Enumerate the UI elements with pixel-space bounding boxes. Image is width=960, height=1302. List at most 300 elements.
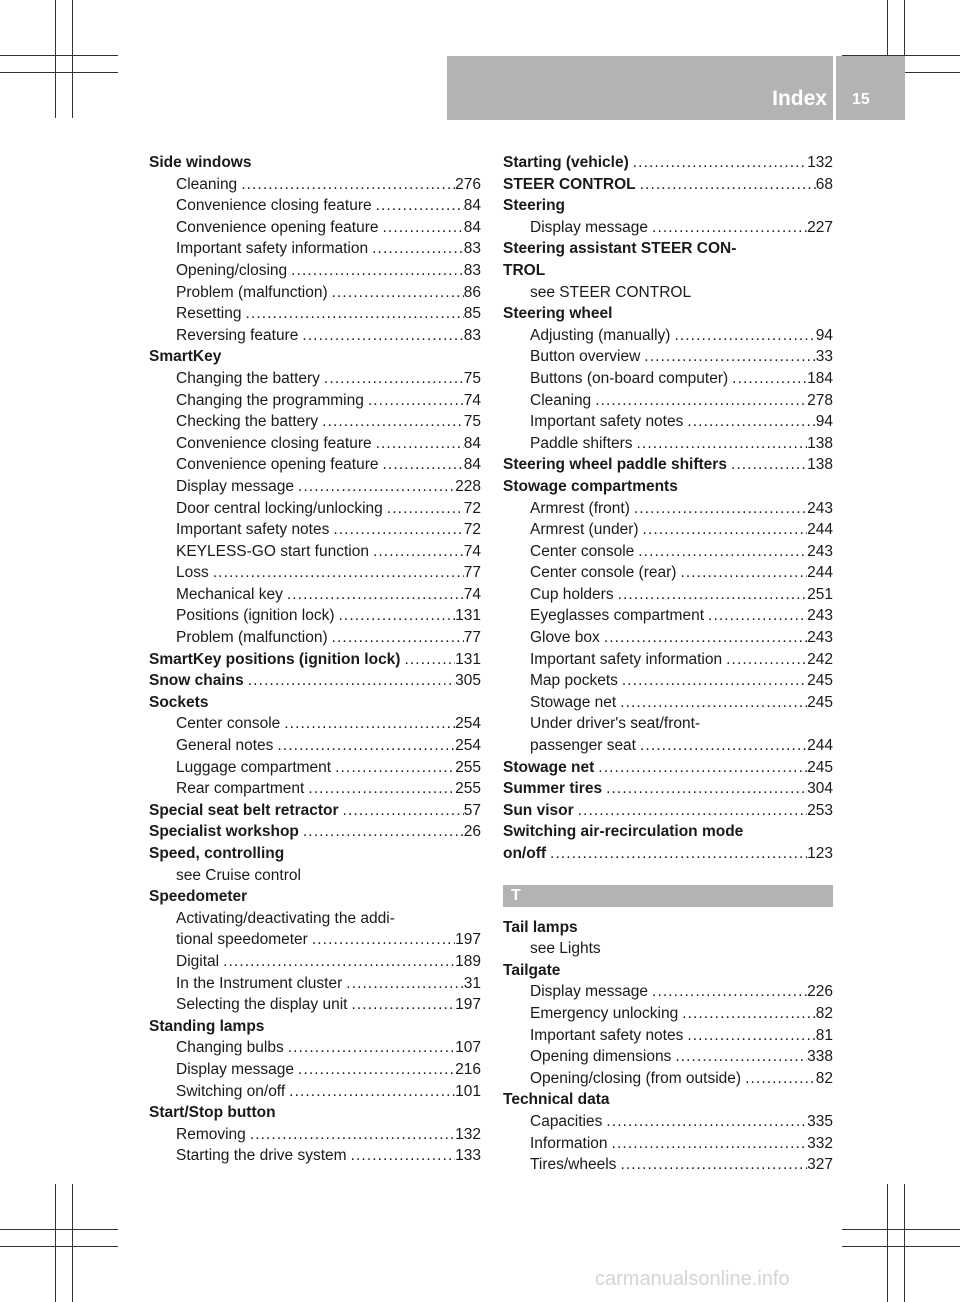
page-reference[interactable]: 72 [463, 499, 481, 517]
leader-dots [379, 217, 464, 239]
leader-dots [600, 627, 807, 649]
crop-mark [55, 1184, 56, 1302]
index-column-right [503, 152, 833, 1176]
entry-label: Steering wheel [503, 305, 613, 323]
entry-label: Sun visor [503, 801, 574, 819]
entry-label: Stowage compartments [503, 477, 678, 495]
page-reference[interactable]: 335 [807, 1112, 833, 1130]
leader-dots [728, 368, 807, 390]
entry-label: Stowage net [530, 693, 617, 711]
index-entry[interactable] [503, 800, 833, 822]
index-entry[interactable] [503, 174, 833, 196]
index-subentry[interactable] [503, 541, 833, 563]
index-subentry[interactable] [149, 627, 481, 649]
entry-label: Switching on/off [176, 1082, 286, 1100]
page-reference[interactable]: 305 [455, 672, 481, 690]
entry-label: SmartKey [149, 348, 222, 366]
index-entry[interactable] [149, 649, 481, 671]
entry-label: Changing the programming [176, 391, 364, 409]
index-entry[interactable] [149, 670, 481, 692]
leader-dots [602, 1111, 807, 1133]
page-reference[interactable]: 245 [807, 672, 833, 690]
index-subentry[interactable] [503, 325, 833, 347]
crop-mark [842, 1246, 960, 1247]
page-reference[interactable]: 189 [455, 952, 481, 970]
index-entry [503, 303, 833, 325]
index-subentry[interactable] [149, 390, 481, 412]
page-reference[interactable]: 131 [455, 607, 481, 625]
entry-label: Positions (ignition lock) [176, 607, 335, 625]
entry-label: Armrest (front) [530, 499, 630, 517]
index-subentry[interactable] [503, 1068, 833, 1090]
index-subentry[interactable] [149, 1037, 481, 1059]
page-reference[interactable]: 184 [807, 369, 833, 387]
entry-label: Convenience closing feature [176, 434, 372, 452]
leader-dots [648, 217, 807, 239]
page-reference[interactable]: 74 [463, 542, 481, 560]
entry-label: Opening/closing (from outside) [530, 1069, 742, 1087]
page-reference[interactable]: 253 [807, 801, 833, 819]
index-subentry[interactable] [149, 498, 481, 520]
entry-label: Digital [176, 952, 220, 970]
page-reference[interactable]: 244 [807, 737, 833, 755]
entry-label: Armrest (under) [530, 521, 639, 539]
leader-dots [368, 238, 464, 260]
index-subentry[interactable] [149, 1081, 481, 1103]
page-header-bar [447, 56, 905, 120]
page-reference[interactable]: 255 [455, 780, 481, 798]
index-column-left [149, 152, 481, 1167]
page-reference[interactable]: 197 [455, 931, 481, 949]
index-subentry[interactable] [149, 433, 481, 455]
leader-dots [616, 1154, 807, 1176]
page-reference[interactable]: 227 [807, 218, 833, 236]
page-reference[interactable]: 84 [463, 434, 481, 452]
index-subentry[interactable] [503, 346, 833, 368]
page-reference[interactable]: 226 [807, 983, 833, 1001]
index-entry[interactable] [503, 757, 833, 779]
page-reference[interactable]: 255 [455, 758, 481, 776]
index-subentry[interactable] [149, 951, 481, 973]
leader-dots [294, 1059, 455, 1081]
entry-label: Display message [176, 1060, 295, 1078]
leader-dots [287, 260, 464, 282]
index-subentry[interactable] [503, 1133, 833, 1155]
leader-dots [347, 1145, 456, 1167]
entry-label: Center console [176, 715, 281, 733]
leader-dots [648, 981, 807, 1003]
entry-label: Specialist workshop [149, 823, 299, 841]
leader-dots [369, 541, 464, 563]
leader-dots [629, 152, 807, 174]
leader-dots [320, 368, 464, 390]
leader-dots [372, 195, 464, 217]
index-entry[interactable] [503, 152, 833, 174]
page-reference[interactable]: 242 [807, 650, 833, 668]
index-entry [503, 195, 833, 217]
leader-dots [676, 562, 807, 584]
index-entry[interactable] [149, 821, 481, 843]
index-entry[interactable] [503, 843, 833, 865]
index-subentry[interactable] [149, 238, 481, 260]
entry-label: Buttons (on-board computer) [530, 369, 729, 387]
index-subentry[interactable] [503, 411, 833, 433]
page-reference[interactable]: 81 [815, 1026, 833, 1044]
page-reference[interactable]: 72 [463, 521, 481, 539]
index-subentry[interactable] [149, 195, 481, 217]
entry-label: Information [530, 1134, 608, 1152]
index-entry [503, 238, 833, 260]
index-subentry[interactable] [503, 519, 833, 541]
entry-label: Snow chains [149, 672, 244, 690]
index-subentry[interactable] [503, 605, 833, 627]
page-reference[interactable]: 26 [463, 823, 481, 841]
page-reference[interactable]: 83 [463, 326, 481, 344]
entry-label: KEYLESS-GO start function [176, 542, 369, 560]
entry-label: Cup holders [530, 585, 614, 603]
crop-mark [887, 1184, 888, 1302]
page-reference[interactable]: 197 [455, 996, 481, 1014]
entry-label: Summer tires [503, 780, 603, 798]
entry-label: Eyeglasses compartment [530, 607, 705, 625]
entry-label: Important safety information [176, 240, 369, 258]
leader-dots [618, 670, 807, 692]
index-subentry[interactable] [149, 454, 481, 476]
leader-dots [400, 649, 455, 671]
page-reference[interactable]: 83 [463, 261, 481, 279]
entry-label: Speed, controlling [149, 845, 285, 862]
entry-label: Special seat belt retractor [149, 801, 339, 819]
entry-label: tional speedometer [176, 931, 308, 949]
entry-label: see Lights [530, 940, 601, 958]
leader-dots [342, 973, 463, 995]
index-subentry[interactable] [149, 260, 481, 282]
index-subentry[interactable] [149, 476, 481, 498]
leader-dots [722, 649, 807, 671]
leader-dots [335, 605, 456, 627]
index-subentry [503, 713, 833, 735]
leader-dots [683, 1025, 815, 1047]
index-entry [149, 886, 481, 908]
page-reference[interactable]: 74 [463, 585, 481, 603]
crop-mark [0, 1246, 118, 1247]
page-reference[interactable]: 276 [455, 175, 481, 193]
entry-label: Mechanical key [176, 585, 283, 603]
page-reference[interactable]: 31 [463, 974, 481, 992]
entry-label: Emergency unlocking [530, 1004, 679, 1022]
page-reference[interactable]: 84 [463, 197, 481, 215]
entry-label: Activating/deactivating the addi- [176, 909, 395, 927]
index-subentry [503, 282, 833, 304]
page-reference[interactable]: 245 [807, 758, 833, 776]
index-subentry[interactable] [503, 433, 833, 455]
entry-label: Changing the battery [176, 369, 320, 387]
entry-label: Side windows [149, 154, 252, 171]
entry-label: Steering wheel paddle shifters [503, 456, 727, 474]
page-reference[interactable]: 107 [455, 1039, 481, 1057]
index-entry [149, 1016, 481, 1038]
leader-dots [546, 843, 807, 865]
index-subentry[interactable] [149, 735, 481, 757]
index-entry [503, 260, 833, 282]
page-reference[interactable]: 243 [807, 499, 833, 517]
index-subentry[interactable] [149, 584, 481, 606]
leader-dots [328, 627, 464, 649]
entry-label: Tail lamps [503, 918, 578, 936]
entry-label: Switching air-recirculation mode [503, 823, 744, 841]
entry-label: STEER CONTROL [503, 175, 636, 193]
index-subentry[interactable] [149, 541, 481, 563]
index-subentry[interactable] [149, 411, 481, 433]
header-divider [833, 56, 836, 120]
entry-label: Removing [176, 1125, 246, 1143]
page-reference[interactable]: 33 [815, 348, 833, 366]
index-entry [149, 346, 481, 368]
index-subentry[interactable] [503, 692, 833, 714]
page-reference[interactable]: 123 [807, 845, 833, 862]
leader-dots [636, 174, 816, 196]
index-subentry[interactable] [503, 1046, 833, 1068]
entry-label: Center console (rear) [530, 564, 677, 582]
index-subentry[interactable] [149, 1124, 481, 1146]
crop-mark [0, 55, 118, 56]
leader-dots [616, 692, 807, 714]
index-subentry[interactable] [149, 994, 481, 1016]
entry-label: Display message [176, 477, 295, 495]
index-subentry[interactable] [503, 735, 833, 757]
entry-label: Opening/closing [176, 261, 288, 279]
page-reference[interactable]: 251 [807, 585, 833, 603]
index-subentry[interactable] [503, 1025, 833, 1047]
entry-label: Glove box [530, 629, 600, 647]
entry-label: Resetting [176, 305, 242, 323]
page-reference[interactable]: 338 [807, 1048, 833, 1066]
page-reference[interactable]: 131 [455, 650, 481, 668]
leader-dots [347, 994, 455, 1016]
leader-dots [634, 541, 807, 563]
index-entry[interactable] [149, 800, 481, 822]
crop-mark [0, 1229, 118, 1230]
leader-dots [630, 498, 807, 520]
entry-label: Convenience opening feature [176, 218, 379, 236]
page-reference[interactable]: 57 [463, 801, 481, 819]
index-subentry[interactable] [149, 368, 481, 390]
leader-dots [304, 778, 455, 800]
index-entry [503, 917, 833, 939]
page-reference[interactable]: 75 [463, 413, 481, 431]
entry-label: Button overview [530, 348, 641, 366]
crop-mark [72, 0, 73, 118]
entry-label: Sockets [149, 693, 209, 711]
entry-label: Door central locking/unlocking [176, 499, 383, 517]
leader-dots [633, 433, 808, 455]
leader-dots [614, 584, 808, 606]
page-reference[interactable]: 244 [807, 521, 833, 539]
page-reference[interactable]: 82 [815, 1004, 833, 1022]
index-subentry[interactable] [503, 368, 833, 390]
index-subentry[interactable] [149, 282, 481, 304]
page-reference[interactable]: 133 [455, 1147, 481, 1165]
page-reference[interactable]: 138 [807, 434, 833, 452]
page-reference[interactable]: 245 [807, 693, 833, 711]
entry-label: Problem (malfunction) [176, 629, 328, 647]
leader-dots [246, 1124, 455, 1146]
crop-mark [55, 0, 56, 118]
index-subentry[interactable] [503, 1111, 833, 1133]
watermark: carmanualsonline.info [595, 1268, 790, 1290]
index-subentry[interactable] [503, 649, 833, 671]
index-subentry[interactable] [149, 174, 481, 196]
entry-label: Cleaning [530, 391, 592, 409]
page-reference[interactable]: 86 [463, 283, 481, 301]
index-subentry[interactable] [149, 562, 481, 584]
index-subentry[interactable] [503, 498, 833, 520]
entry-label: Luggage compartment [176, 758, 332, 776]
index-subentry[interactable] [503, 1154, 833, 1176]
index-subentry[interactable] [149, 757, 481, 779]
entry-label: Changing bulbs [176, 1039, 284, 1057]
index-subentry[interactable] [503, 584, 833, 606]
entry-label: Selecting the display unit [176, 996, 348, 1014]
entry-label: Standing lamps [149, 1017, 265, 1035]
page-reference[interactable]: 278 [807, 391, 833, 409]
leader-dots [608, 1133, 808, 1155]
page-reference[interactable]: 82 [815, 1069, 833, 1087]
page-reference[interactable]: 85 [463, 305, 481, 323]
page-reference[interactable]: 77 [463, 564, 481, 582]
page-reference[interactable]: 327 [807, 1156, 833, 1174]
entry-label: on/off [503, 845, 547, 862]
leader-dots [383, 498, 464, 520]
page-reference[interactable]: 243 [807, 607, 833, 625]
page-reference[interactable]: 216 [455, 1060, 481, 1078]
entry-label: Checking the battery [176, 413, 319, 431]
leader-dots [329, 519, 463, 541]
page-reference[interactable]: 84 [463, 456, 481, 474]
page-reference[interactable]: 84 [463, 218, 481, 236]
leader-dots [283, 584, 464, 606]
index-entry[interactable] [503, 454, 833, 476]
index-subentry[interactable] [149, 778, 481, 800]
index-subentry[interactable] [149, 325, 481, 347]
index-subentry[interactable] [149, 605, 481, 627]
index-subentry[interactable] [503, 1003, 833, 1025]
page-reference[interactable]: 132 [807, 154, 833, 171]
index-subentry[interactable] [149, 713, 481, 735]
index-subentry[interactable] [149, 929, 481, 951]
index-subentry[interactable] [149, 303, 481, 325]
index-entry [503, 960, 833, 982]
index-subentry[interactable] [149, 1059, 481, 1081]
entry-label: General notes [176, 737, 274, 755]
page-number: 15 [852, 91, 870, 108]
entry-label: Speedometer [149, 888, 248, 906]
leader-dots [339, 800, 464, 822]
index-subentry[interactable] [503, 390, 833, 412]
leader-dots [280, 713, 455, 735]
index-subentry[interactable] [503, 670, 833, 692]
index-subentry[interactable] [149, 1145, 481, 1167]
entry-label: Problem (malfunction) [176, 283, 328, 301]
index-entry[interactable] [503, 778, 833, 800]
entry-label: TROL [503, 261, 546, 279]
leader-dots [328, 282, 464, 304]
leader-dots [574, 800, 807, 822]
index-entry [503, 1089, 833, 1111]
entry-label: Important safety information [530, 650, 723, 668]
entry-label: Important safety notes [176, 521, 330, 539]
page-reference[interactable]: 332 [807, 1134, 833, 1152]
leader-dots [683, 411, 815, 433]
page-reference[interactable]: 77 [463, 629, 481, 647]
entry-label: Steering [503, 197, 566, 215]
index-subentry[interactable] [503, 562, 833, 584]
page-reference[interactable]: 254 [455, 715, 481, 733]
entry-label: Opening dimensions [530, 1048, 672, 1066]
index-subentry[interactable] [149, 217, 481, 239]
leader-dots [209, 562, 464, 584]
index-subentry[interactable] [503, 217, 833, 239]
page-reference[interactable]: 132 [455, 1125, 481, 1143]
crop-mark [904, 1184, 905, 1302]
entry-label: Start/Stop button [149, 1104, 276, 1122]
leader-dots [299, 821, 464, 843]
index-subentry [149, 908, 481, 930]
index-subentry[interactable] [149, 519, 481, 541]
leader-dots [298, 325, 463, 347]
index-entry [503, 476, 833, 498]
entry-label: Display message [530, 983, 649, 1001]
page-reference[interactable]: 94 [815, 413, 833, 431]
leader-dots [285, 1081, 455, 1103]
page-reference[interactable]: 83 [463, 240, 481, 258]
page-reference[interactable]: 244 [807, 564, 833, 582]
index-subentry[interactable] [149, 973, 481, 995]
page-reference[interactable]: 68 [815, 175, 833, 193]
leader-dots [639, 519, 808, 541]
page-reference[interactable]: 254 [455, 737, 481, 755]
page-reference[interactable]: 75 [463, 369, 481, 387]
entry-label: SmartKey positions (ignition lock) [149, 650, 401, 668]
page-title: Index [772, 87, 827, 110]
entry-label: see Cruise control [176, 866, 301, 884]
index-entry [503, 821, 833, 843]
index-entry [149, 692, 481, 714]
page-reference[interactable]: 243 [807, 542, 833, 560]
page-reference[interactable]: 74 [463, 391, 481, 409]
page-reference[interactable]: 94 [815, 326, 833, 344]
crop-mark [842, 1229, 960, 1230]
leader-dots [318, 411, 464, 433]
page-reference[interactable]: 228 [455, 477, 481, 495]
index-subentry[interactable] [503, 627, 833, 649]
leader-dots [591, 390, 807, 412]
entry-label: Convenience closing feature [176, 197, 372, 215]
index-entry [149, 1102, 481, 1124]
entry-label: Display message [530, 218, 649, 236]
entry-label: Reversing feature [176, 326, 299, 344]
page-reference[interactable]: 101 [455, 1082, 481, 1100]
leader-dots [727, 454, 807, 476]
leader-dots [670, 325, 815, 347]
page-reference[interactable]: 243 [807, 629, 833, 647]
entry-label: Capacities [530, 1112, 603, 1130]
index-subentry[interactable] [503, 981, 833, 1003]
entry-label: Adjusting (manually) [530, 326, 671, 344]
page-reference[interactable]: 304 [807, 780, 833, 798]
page-reference[interactable]: 138 [807, 456, 833, 474]
leader-dots [741, 1068, 816, 1090]
